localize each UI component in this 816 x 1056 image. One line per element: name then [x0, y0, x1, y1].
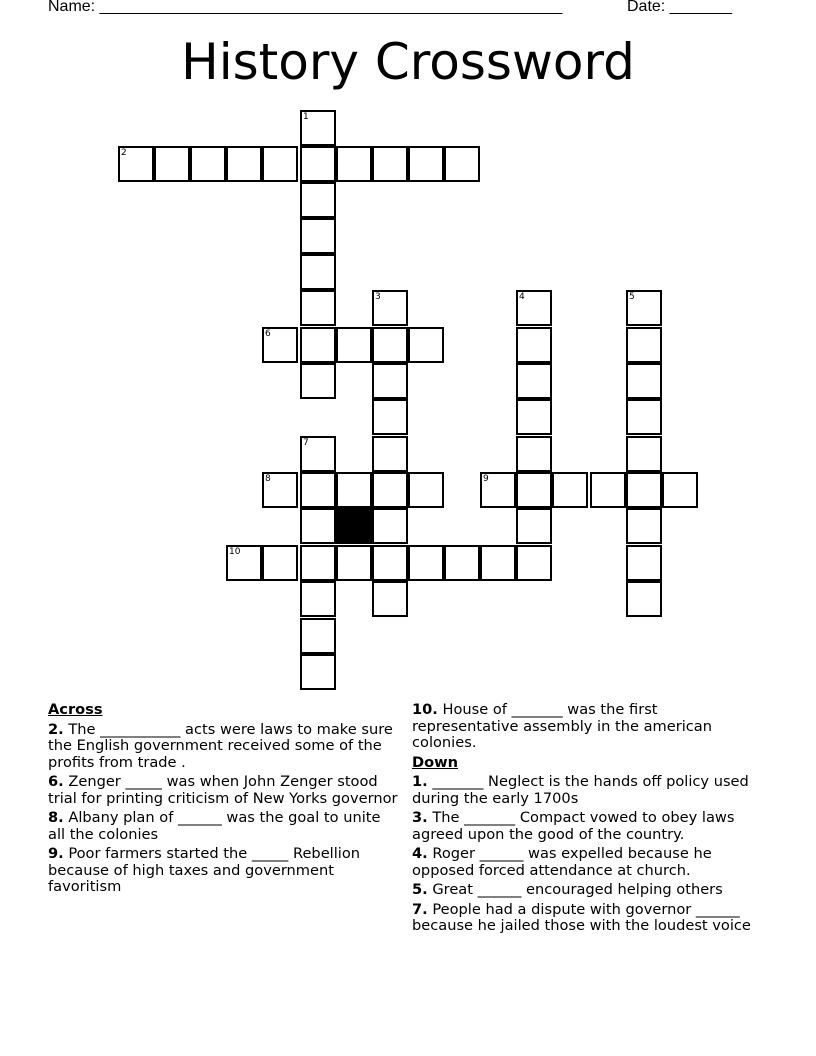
- grid-cell[interactable]: [300, 618, 336, 654]
- grid-cell[interactable]: [372, 436, 408, 472]
- grid-cell[interactable]: [300, 654, 336, 690]
- grid-cell[interactable]: [516, 327, 552, 363]
- grid-cell[interactable]: [372, 146, 408, 182]
- grid-cell[interactable]: [336, 146, 372, 182]
- down-clue-3: 3. The _______ Compact vowed to obey laws agreed upon the good of the country.: [412, 809, 735, 843]
- grid-cell[interactable]: [336, 472, 372, 508]
- grid-cell[interactable]: [336, 545, 372, 581]
- grid-cell[interactable]: [300, 290, 336, 326]
- grid-cell[interactable]: [516, 508, 552, 544]
- grid-cell-3[interactable]: [372, 290, 408, 326]
- across-clue-9: 9. Poor farmers started the _____ Rebellion because of high taxes and government favoritism: [48, 845, 361, 895]
- grid-cell[interactable]: [408, 472, 444, 508]
- grid-cell[interactable]: [408, 146, 444, 182]
- cell-number: 9: [483, 474, 489, 484]
- grid-cell[interactable]: [590, 472, 626, 508]
- grid-cell[interactable]: [516, 363, 552, 399]
- grid-cell[interactable]: [372, 399, 408, 435]
- down-clue-1: 1. _______ Neglect is the hands off policy used during the early 1700s: [412, 773, 749, 807]
- grid-cell[interactable]: [300, 472, 336, 508]
- cell-number: 8: [265, 474, 271, 484]
- grid-cell[interactable]: [300, 545, 336, 581]
- grid-cell[interactable]: [552, 472, 588, 508]
- grid-cell[interactable]: [626, 363, 662, 399]
- down-heading: Down: [412, 753, 459, 771]
- grid-cell[interactable]: [300, 146, 336, 182]
- cell-number: 1: [303, 112, 309, 122]
- grid-cell[interactable]: [626, 399, 662, 435]
- grid-cell-4[interactable]: [516, 290, 552, 326]
- grid-cell[interactable]: [626, 436, 662, 472]
- across-heading: Across: [48, 701, 103, 718]
- grid-cell[interactable]: [626, 327, 662, 363]
- grid-cell[interactable]: [372, 508, 408, 544]
- clues-column-left: [48, 702, 400, 899]
- grid-cell[interactable]: [154, 146, 190, 182]
- grid-cell[interactable]: [300, 327, 336, 363]
- grid-cell[interactable]: [444, 545, 480, 581]
- cell-number: 5: [629, 292, 635, 302]
- grid-cell-7[interactable]: [300, 436, 336, 472]
- grid-cell[interactable]: [444, 146, 480, 182]
- grid-cell[interactable]: [300, 508, 336, 544]
- cell-number: 3: [375, 292, 381, 302]
- grid-cell[interactable]: [372, 545, 408, 581]
- date-field[interactable]: Date: _______: [627, 0, 732, 15]
- down-clue-7: 7. People had a dispute with governor ______ because he jailed those with the loudest voice: [412, 900, 751, 934]
- grid-cell[interactable]: [516, 545, 552, 581]
- grid-cell-8[interactable]: [262, 472, 298, 508]
- grid-cell[interactable]: [372, 327, 408, 363]
- grid-cell[interactable]: [300, 581, 336, 617]
- grid-cell-1[interactable]: [300, 110, 336, 146]
- across-clue-8: 8. Albany plan of ______ was the goal to unite all the colonies: [48, 809, 381, 843]
- grid-cell[interactable]: [516, 472, 552, 508]
- grid-cell[interactable]: [300, 254, 336, 290]
- grid-cell[interactable]: [300, 218, 336, 254]
- cell-number: 2: [121, 148, 127, 158]
- grid-cell[interactable]: [662, 472, 698, 508]
- grid-cell[interactable]: [300, 363, 336, 399]
- grid-cell[interactable]: [372, 472, 408, 508]
- cell-number: 7: [303, 438, 309, 448]
- grid-cell[interactable]: [516, 399, 552, 435]
- grid-cell[interactable]: [226, 146, 262, 182]
- grid-cell[interactable]: [626, 545, 662, 581]
- grid-cell-6[interactable]: [262, 327, 298, 363]
- grid-cell-5[interactable]: [626, 290, 662, 326]
- cell-number: 6: [265, 329, 271, 339]
- cell-number: 10: [229, 547, 241, 557]
- down-clue-5: 5. Great ______ encouraged helping others: [412, 881, 723, 898]
- down-clue-4: 4. Roger ______ was expelled because he opposed forced attendance at church.: [412, 845, 712, 879]
- black-cell: [336, 508, 372, 544]
- grid-cell[interactable]: [408, 327, 444, 363]
- page-title: History Crossword: [181, 33, 635, 91]
- grid-cell[interactable]: [372, 363, 408, 399]
- grid-cell[interactable]: [408, 545, 444, 581]
- across-clue-10: 10. House of _______ was the first representative assembly in the american colonies.: [412, 701, 712, 751]
- grid-cell[interactable]: [372, 581, 408, 617]
- grid-cell[interactable]: [626, 581, 662, 617]
- grid-cell[interactable]: [626, 472, 662, 508]
- grid-cell[interactable]: [480, 545, 516, 581]
- grid-cell[interactable]: [626, 508, 662, 544]
- across-clue-2: 2. The ___________ acts were laws to make sure the English government received some of the profits from trade .: [48, 720, 393, 771]
- grid-cell-9[interactable]: [480, 472, 516, 508]
- grid-cell[interactable]: [262, 146, 298, 182]
- grid-cell[interactable]: [300, 182, 336, 218]
- grid-cell-10[interactable]: [226, 545, 262, 581]
- cell-number: 4: [519, 292, 525, 302]
- clues-column-right: [412, 702, 764, 938]
- grid-cell[interactable]: [336, 327, 372, 363]
- grid-cell-2[interactable]: [118, 146, 154, 182]
- grid-cell[interactable]: [262, 545, 298, 581]
- grid-cell[interactable]: [190, 146, 226, 182]
- grid-cell[interactable]: [516, 436, 552, 472]
- across-clue-6: 6. Zenger _____ was when John Zenger stood trial for printing criticism of New Yorks governor: [48, 773, 398, 807]
- name-field[interactable]: Name: ____________________________________________________: [48, 0, 563, 15]
